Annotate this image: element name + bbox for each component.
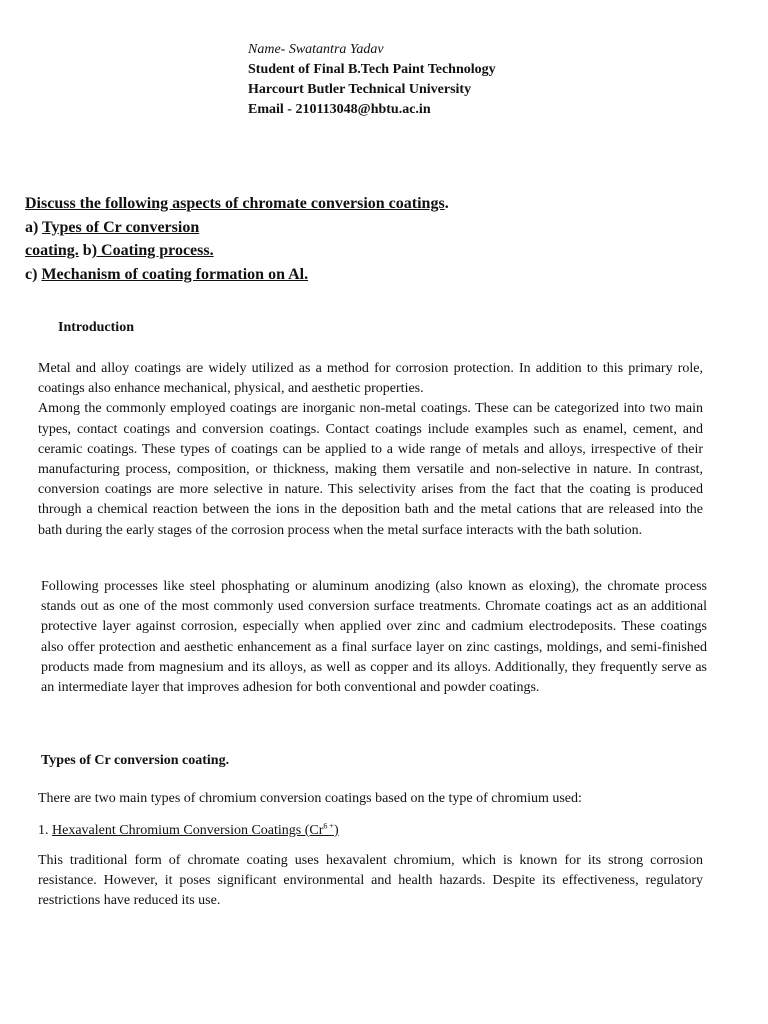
question-c [25,263,725,287]
question-block [25,192,725,286]
question-b-prefix: b [78,242,92,259]
question-intro [25,192,725,216]
author-name: Name- Swatantra Yadav [248,42,384,57]
types-item-1-close: ) [333,823,339,838]
question-intro-text: Discuss the following aspects of chromate conversion coatings [25,195,445,212]
introduction-paragraph-1b: Among the commonly employed coatings are inorganic non-metal coatings. These can be categorized into two main types, contact coatings and conversion coatings. Contact coatings include examples such as enamel, cement, and ceramic coatings. These types of coatings can be applied to a wide range of metals and alloys, irrespective of their manufacturing process, composition, or thickness, making them versatile and non-selective in nature. In contrast, conversion coatings are more selective in nature. This selectivity arises from the fact that the coating is produced through a chemical reaction between the ions in the deposition bath and the metal cations that are released into the bath during the early stages of the corrosion process when the metal surface interacts with the bath solution. [38,401,703,538]
introduction-heading: Introduction [58,320,134,335]
question-a [25,216,725,240]
author-role: Student of Final B.Tech Paint Technology [248,62,496,77]
question-a-prefix: a) [25,218,43,236]
question-c-prefix: c) [25,265,42,283]
introduction-paragraph-2: Following processes like steel phosphating or aluminum anodizing (also known as eloxing), the chromate process stands out as one of the most commonly used conversion surface treatments. Chromate coatings act as an additional protective layer against corrosion, especially when applied over zinc and cadmium electrodeposits. These coatings also offer protection and aesthetic enhancement as a final surface layer on zinc castings, moldings, and semi-finished products made from magnesium and its alloys, as well as copper and its alloys. Additionally, they frequently serve as an intermediate layer that improves adhesion for both conventional and powder coatings. [41,579,707,696]
introduction-paragraph-1a: Metal and alloy coatings are widely utilized as a method for corrosion protection. In addition to this primary role, coatings also enhance mechanical, physical, and aesthetic properties. [38,361,703,397]
types-intro: There are two main types of chromium conversion coatings based on the type of chromium used: [38,791,582,806]
types-item-1-title [38,821,339,841]
question-a-text-2: coating. [25,242,79,259]
types-item-1-text: This traditional form of chromate coating uses hexavalent chromium, which is known for its strong corrosion resistance. However, it poses significant environmental and health hazards. Despite its effectiveness, regulatory restrictions have reduced its use. [38,853,703,909]
types-item-1-number: 1. [38,823,52,838]
types-item-1-title-text: Hexavalent Chromium Conversion Coatings (Cr [52,823,324,838]
question-a-text: Types of Cr conversion [42,218,200,236]
author-email: Email - 210113048@hbtu.ac.in [248,102,431,117]
author-institution: Harcourt Butler Technical University [248,82,472,97]
question-b-text: ) Coating process. [91,242,214,259]
question-a-b [25,239,725,263]
author-block [248,40,496,120]
introduction-paragraph-1 [38,359,703,541]
question-c-text: Mechanism of coating formation on Al. [41,265,309,283]
types-heading: Types of Cr conversion coating. [41,753,230,768]
question-intro-end: . [444,195,449,212]
types-item-1-superscript: 6 + [323,821,334,831]
